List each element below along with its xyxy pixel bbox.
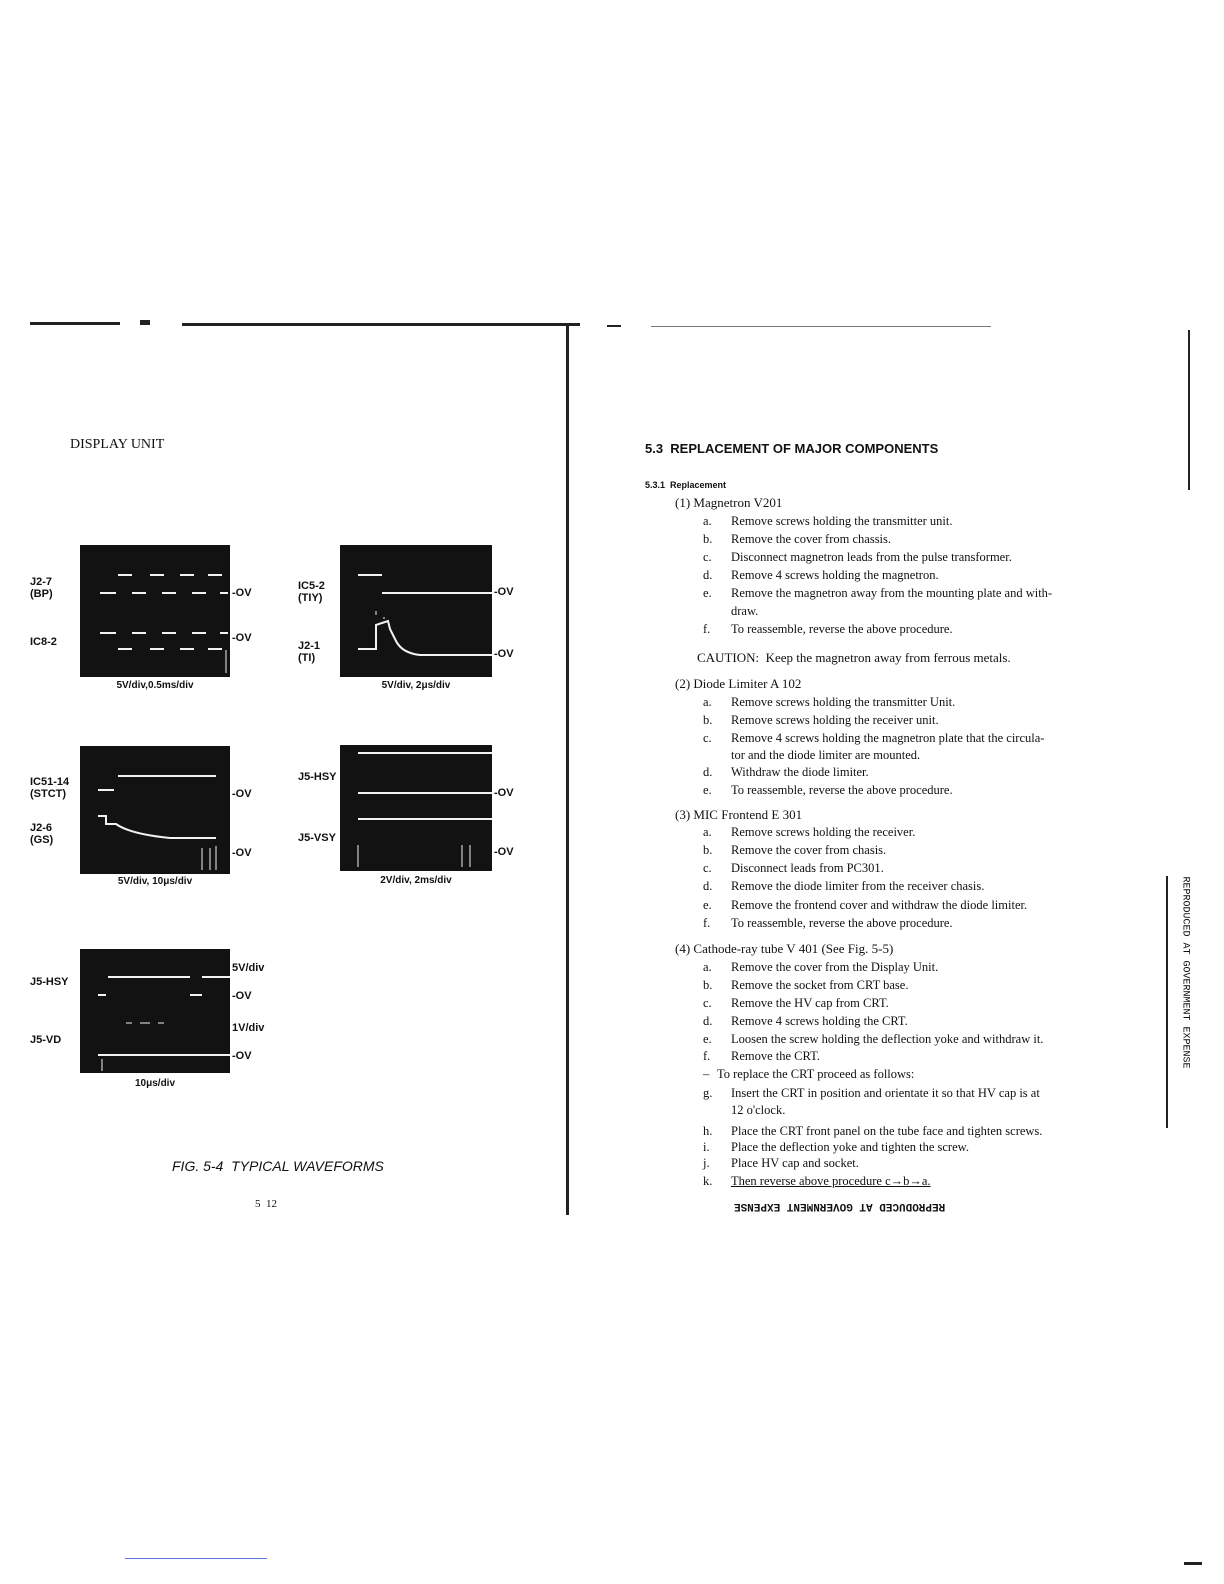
oscilloscope-trace: [340, 745, 492, 871]
page-number: 5 12: [255, 1198, 277, 1210]
zero-volt-ref: -OV: [494, 846, 514, 858]
waveform-stct-gs: [80, 746, 230, 874]
zero-volt-ref: -OV: [494, 648, 514, 660]
component-heading: (4) Cathode-ray tube V 401 (See Fig. 5-5): [675, 941, 894, 956]
caution-note: CAUTION: Keep the magnetron away from ferrous metals.: [697, 650, 1011, 665]
signal-label: J2-7 (BP): [30, 576, 53, 600]
oscilloscope-trace: [80, 746, 230, 874]
signal-label: J5-VD: [30, 1034, 62, 1046]
signal-label: IC5-2 (TIY): [298, 580, 325, 604]
top-rule-mark: [140, 320, 150, 325]
top-rule-right-dash: [607, 325, 621, 327]
oscilloscope-trace: [80, 949, 230, 1073]
waveform-hsy-vd: [80, 949, 230, 1073]
scope-scale: 2V/div, 2ms/div: [380, 875, 452, 886]
component-heading: (3) MIC Frontend E 301: [675, 807, 803, 822]
component-heading: (2) Diode Limiter A 102: [675, 676, 802, 691]
signal-label: J2-6 (GS): [30, 822, 54, 846]
signal-label: J5-HSY: [298, 771, 337, 783]
oscilloscope-trace: [80, 545, 230, 677]
zero-volt-ref: -OV: [232, 990, 252, 1002]
volts-per-div: 5V/div: [232, 962, 265, 974]
oscilloscope-trace: [340, 545, 492, 677]
zero-volt-ref: -OV: [232, 847, 252, 859]
scope-scale: 5V/div, 2μs/div: [381, 680, 451, 691]
zero-volt-ref: -OV: [494, 586, 514, 598]
zero-volt-ref: -OV: [494, 787, 514, 799]
top-rule-right: [651, 326, 991, 327]
signal-label: J2-1 (TI): [298, 640, 321, 664]
section-title: DISPLAY UNIT: [70, 437, 165, 452]
signal-label: IC8-2: [30, 636, 57, 648]
zero-volt-ref: -OV: [232, 587, 252, 599]
top-rule-main: [182, 323, 580, 326]
signal-label: IC51-14 (STCT): [30, 776, 70, 800]
zero-volt-ref: -OV: [232, 788, 252, 800]
side-stamp-text: REPRODUCED AT GOVERNMENT EXPENSE: [1179, 876, 1191, 1069]
signal-label: J5-HSY: [30, 976, 69, 988]
volts-per-div: 1V/div: [232, 1022, 265, 1034]
scope-scale: 10μs/div: [134, 1078, 176, 1089]
right-edge-mark: [1184, 1562, 1202, 1565]
page-fold-line: [566, 325, 569, 1215]
section-heading: 5.3 REPLACEMENT OF MAJOR COMPONENTS: [645, 441, 939, 456]
scope-scale: 5V/div, 10μs/div: [117, 876, 193, 887]
signal-label: J5-VSY: [298, 832, 336, 844]
figure-caption: FIG. 5-4 TYPICAL WAVEFORMS: [172, 1158, 384, 1174]
bottom-blue-rule: [125, 1558, 267, 1559]
side-stamp: [1179, 876, 1191, 1128]
side-stamp-bar: [1166, 876, 1168, 1128]
waveform-bp-ic8: [80, 545, 230, 677]
waveform-hsy-vsy: [340, 745, 492, 871]
zero-volt-ref: -OV: [232, 1050, 252, 1062]
component-heading: (1) Magnetron V201: [675, 495, 783, 510]
right-edge-bar: [1188, 330, 1190, 490]
waveform-tiy-ti: [340, 545, 492, 677]
subsection-heading: 5.3.1 Replacement: [645, 480, 727, 490]
mirrored-stamp: REPRODUCED AT GOVERNMENT EXPENSE: [734, 1200, 946, 1212]
top-rule-left: [30, 322, 120, 325]
scope-scale: 5V/div,0.5ms/div: [116, 680, 194, 691]
zero-volt-ref: -OV: [232, 632, 252, 644]
